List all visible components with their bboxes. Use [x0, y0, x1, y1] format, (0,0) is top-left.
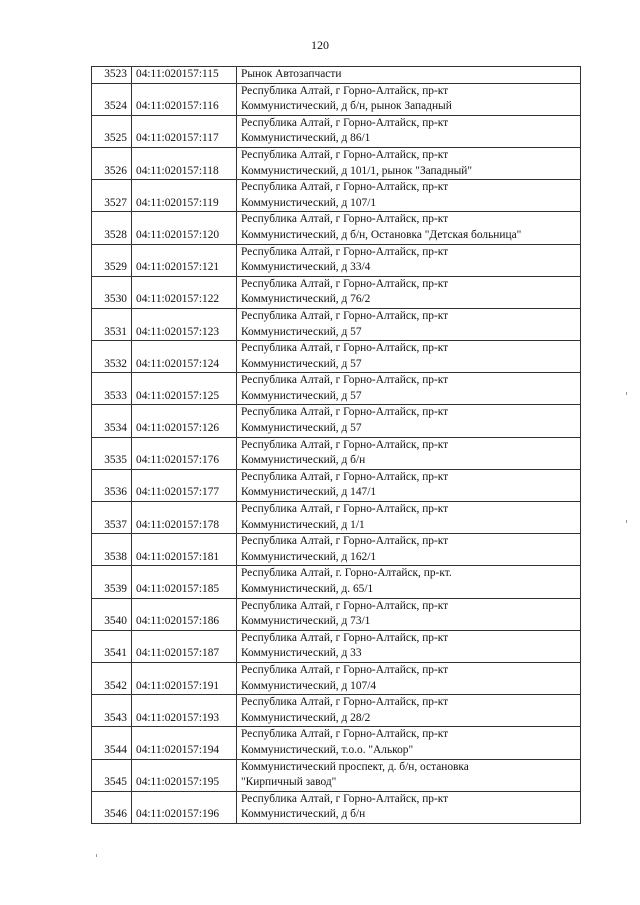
address-cell: [237, 83, 581, 115]
scan-mark: [626, 392, 627, 395]
row-number-cell: 3533: [92, 373, 132, 405]
address-line: Республика Алтай, г Горно-Алтайск, пр-кт: [241, 116, 449, 129]
address-line: Республика Алтай, г Горно-Алтайск, пр-кт: [241, 245, 449, 258]
address-line: Республика Алтай, г Горно-Алтайск, пр-кт: [241, 181, 449, 194]
registry-table: [91, 66, 581, 824]
table-row: [92, 341, 581, 373]
cadastral-number-cell: 04:11:020157:185: [132, 566, 237, 598]
address-cell: [237, 308, 581, 340]
scan-mark: [96, 854, 97, 857]
address-line: Республика Алтай, г Горно-Алтайск, пр-кт: [241, 277, 449, 290]
address-cell: [237, 630, 581, 662]
row-number-cell: 3530: [92, 276, 132, 308]
table-row: [92, 115, 581, 147]
table-row: [92, 759, 581, 791]
address-line: Республика Алтай, г Горно-Алтайск, пр-кт: [241, 342, 449, 355]
address-line: Республика Алтай, г Горно-Алтайск, пр-кт: [241, 535, 449, 548]
address-cell: [237, 759, 581, 791]
address-line: Коммунистический, д 76/2: [241, 293, 371, 306]
address-cell: [237, 695, 581, 727]
address-line: Республика Алтай, г Горно-Алтайск, пр-кт: [241, 470, 449, 483]
row-number-cell: 3529: [92, 244, 132, 276]
table-row: [92, 373, 581, 405]
address-line: Коммунистический, д 147/1: [241, 486, 377, 499]
table-row: [92, 83, 581, 115]
page-number: 120: [311, 38, 329, 52]
cadastral-number-cell: 04:11:020157:116: [132, 83, 237, 115]
address-line: Коммунистический, д 28/2: [241, 711, 371, 724]
cadastral-number-cell: 04:11:020157:194: [132, 727, 237, 759]
table-row: [92, 791, 581, 823]
address-line: Республика Алтай, г Горно-Алтайск, пр-кт: [241, 438, 449, 451]
address-cell: [237, 598, 581, 630]
address-line: Коммунистический, д 33: [241, 647, 362, 660]
address-line: Республика Алтай, г Горно-Алтайск, пр-кт: [241, 374, 449, 387]
cadastral-number-cell: 04:11:020157:123: [132, 308, 237, 340]
address-line: Коммунистический, д 162/1: [241, 550, 377, 563]
address-line: Коммунистический, д 33/4: [241, 261, 371, 274]
row-number-cell: 3527: [92, 180, 132, 212]
address-line: Коммунистический, д б/н, Остановка "Детская больница": [241, 228, 522, 241]
address-cell: [237, 115, 581, 147]
row-number-cell: 3531: [92, 308, 132, 340]
address-cell: [237, 662, 581, 694]
cadastral-number-cell: 04:11:020157:177: [132, 469, 237, 501]
address-line: Республика Алтай, г Горно-Алтайск, пр-кт: [241, 503, 449, 516]
row-number-cell: 3545: [92, 759, 132, 791]
address-line: Республика Алтай, г Горно-Алтайск, пр-кт: [241, 406, 449, 419]
address-cell: [237, 212, 581, 244]
address-line: Коммунистический, д б/н: [241, 808, 366, 821]
address-line: Коммунистический, д 1/1: [241, 518, 365, 531]
table-row: [92, 180, 581, 212]
address-cell: [237, 534, 581, 566]
address-line: Республика Алтай, г Горно-Алтайск, пр-кт: [241, 792, 449, 805]
address-line: Коммунистический, д 57: [241, 389, 362, 402]
table-row: [92, 405, 581, 437]
cadastral-number-cell: 04:11:020157:126: [132, 405, 237, 437]
scan-mark: [626, 520, 627, 523]
cadastral-number-cell: 04:11:020157:178: [132, 502, 237, 534]
address-line: Республика Алтай, г Горно-Алтайск, пр-кт: [241, 599, 449, 612]
row-number-cell: 3532: [92, 341, 132, 373]
cadastral-number-cell: 04:11:020157:124: [132, 341, 237, 373]
table-row: [92, 67, 581, 84]
table-row: [92, 662, 581, 694]
cadastral-number-cell: 04:11:020157:115: [132, 67, 237, 84]
cadastral-number-cell: 04:11:020157:195: [132, 759, 237, 791]
row-number-cell: 3524: [92, 83, 132, 115]
table-row: [92, 502, 581, 534]
address-cell: [237, 502, 581, 534]
row-number-cell: 3534: [92, 405, 132, 437]
row-number-cell: 3541: [92, 630, 132, 662]
address-line: Коммунистический, д 73/1: [241, 615, 371, 628]
address-line: Коммунистический, д 107/1: [241, 196, 377, 209]
row-number-cell: 3523: [92, 67, 132, 84]
address-cell: [237, 67, 581, 84]
cadastral-number-cell: 04:11:020157:186: [132, 598, 237, 630]
row-number-cell: 3537: [92, 502, 132, 534]
table-row: [92, 566, 581, 598]
table-row: [92, 630, 581, 662]
address-line: Коммунистический, д 57: [241, 357, 362, 370]
address-line: Коммунистический, д. 65/1: [241, 583, 374, 595]
row-number-cell: 3539: [92, 566, 132, 598]
address-line: "Кирпичный завод": [241, 776, 337, 789]
row-number-cell: 3544: [92, 727, 132, 759]
cadastral-number-cell: 04:11:020157:119: [132, 180, 237, 212]
address-cell: [237, 727, 581, 759]
address-line: Коммунистический, д 86/1: [241, 132, 371, 145]
row-number-cell: 3526: [92, 147, 132, 179]
cadastral-number-cell: 04:11:020157:196: [132, 791, 237, 823]
address-line: Коммунистический проспект, д. б/н, остановка: [241, 760, 469, 773]
table-row: [92, 147, 581, 179]
address-line: Коммунистический, д 107/4: [241, 679, 377, 692]
address-line: Республика Алтай, г Горно-Алтайск, пр-кт: [241, 84, 449, 97]
address-line: Республика Алтай, г Горно-Алтайск, пр-кт: [241, 728, 449, 741]
address-line: Республика Алтай, г Горно-Алтайск, пр-кт: [241, 663, 449, 676]
address-cell: [237, 405, 581, 437]
address-line: Рынок Автозапчасти: [241, 68, 342, 80]
address-line: Коммунистический, д 57: [241, 325, 362, 338]
address-line: Республика Алтай, г. Горно-Алтайск, пр-кт.: [241, 567, 452, 580]
cadastral-number-cell: 04:11:020157:193: [132, 695, 237, 727]
address-cell: [237, 791, 581, 823]
address-line: Республика Алтай, г Горно-Алтайск, пр-кт: [241, 148, 449, 161]
table-row: [92, 308, 581, 340]
address-cell: [237, 566, 581, 598]
row-number-cell: 3540: [92, 598, 132, 630]
cadastral-number-cell: 04:11:020157:118: [132, 147, 237, 179]
address-line: Республика Алтай, г Горно-Алтайск, пр-кт: [241, 213, 449, 226]
address-cell: [237, 341, 581, 373]
row-number-cell: 3546: [92, 791, 132, 823]
cadastral-number-cell: 04:11:020157:187: [132, 630, 237, 662]
address-cell: [237, 180, 581, 212]
cadastral-number-cell: 04:11:020157:191: [132, 662, 237, 694]
address-cell: [237, 437, 581, 469]
address-line: Республика Алтай, г Горно-Алтайск, пр-кт: [241, 696, 449, 709]
table-row: [92, 469, 581, 501]
row-number-cell: 3543: [92, 695, 132, 727]
address-cell: [237, 276, 581, 308]
cadastral-number-cell: 04:11:020157:120: [132, 212, 237, 244]
table-row: [92, 598, 581, 630]
table-row: [92, 276, 581, 308]
row-number-cell: 3535: [92, 437, 132, 469]
row-number-cell: 3528: [92, 212, 132, 244]
row-number-cell: 3542: [92, 662, 132, 694]
cadastral-number-cell: 04:11:020157:117: [132, 115, 237, 147]
cadastral-number-cell: 04:11:020157:181: [132, 534, 237, 566]
cadastral-number-cell: 04:11:020157:125: [132, 373, 237, 405]
table-body: [92, 67, 581, 824]
cadastral-number-cell: 04:11:020157:176: [132, 437, 237, 469]
address-line: Коммунистический, д б/н, рынок Западный: [241, 100, 452, 113]
row-number-cell: 3525: [92, 115, 132, 147]
table-row: [92, 695, 581, 727]
address-cell: [237, 147, 581, 179]
table-row: [92, 437, 581, 469]
address-line: Коммунистический, д б/н: [241, 454, 366, 467]
table-row: [92, 212, 581, 244]
address-line: Республика Алтай, г Горно-Алтайск, пр-кт: [241, 309, 449, 322]
address-line: Республика Алтай, г Горно-Алтайск, пр-кт: [241, 631, 449, 644]
address-cell: [237, 244, 581, 276]
table-row: [92, 244, 581, 276]
address-line: Коммунистический, д 57: [241, 422, 362, 435]
table-row: [92, 534, 581, 566]
address-line: Коммунистический, д 101/1, рынок "Западный": [241, 164, 472, 177]
address-cell: [237, 373, 581, 405]
row-number-cell: 3536: [92, 469, 132, 501]
address-cell: [237, 469, 581, 501]
table-row: [92, 727, 581, 759]
cadastral-number-cell: 04:11:020157:122: [132, 276, 237, 308]
address-line: Коммунистический, т.о.о. "Алькор": [241, 743, 414, 756]
row-number-cell: 3538: [92, 534, 132, 566]
cadastral-number-cell: 04:11:020157:121: [132, 244, 237, 276]
